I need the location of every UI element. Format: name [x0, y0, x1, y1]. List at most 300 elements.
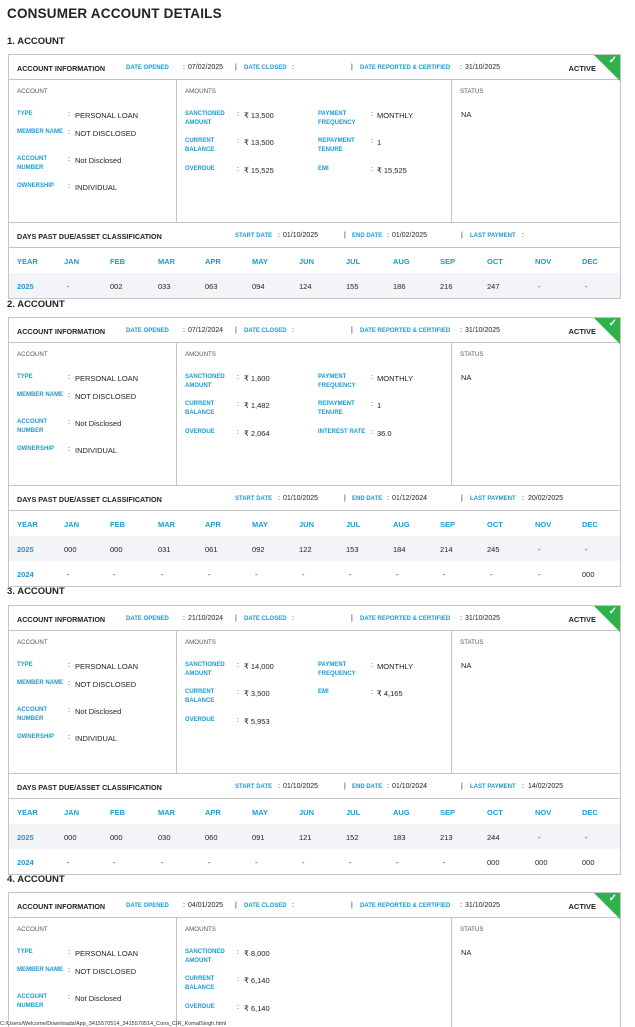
check-icon: ✓	[608, 606, 617, 617]
colon: :	[371, 662, 373, 669]
account-number-label: ACCOUNT NUMBER	[17, 419, 47, 434]
amounts-column	[177, 918, 452, 1027]
colon: :	[68, 156, 70, 163]
status-badge: ACTIVE	[568, 64, 596, 73]
repayment-tenure-label: REPAYMENT TENURE	[318, 138, 355, 153]
dpd-year: 2025	[17, 833, 34, 842]
year-header: YEAR	[17, 808, 38, 817]
last-payment-label: LAST PAYMENT	[470, 784, 516, 790]
account-info-header	[9, 893, 620, 918]
account-column	[9, 918, 177, 1027]
account-number-value: Not Disclosed	[75, 707, 122, 716]
last-payment-label: LAST PAYMENT	[470, 496, 516, 502]
month-header: APR	[205, 808, 221, 817]
divider: |	[351, 327, 353, 334]
month-header: NOV	[535, 257, 552, 266]
amounts-column-header: AMOUNTS	[185, 639, 216, 646]
account-info-grid	[9, 631, 620, 774]
colon: :	[522, 783, 524, 790]
date-reported-label: DATE REPORTED & CERTIFIED	[360, 903, 451, 909]
account-number-label: ACCOUNT NUMBER	[17, 707, 47, 722]
dpd-row	[9, 536, 620, 561]
dpd-cell: -	[538, 282, 541, 291]
type-label: TYPE	[17, 111, 33, 117]
member-name-label: MEMBER NAME	[17, 967, 63, 973]
sanctioned-amount-label: SANCTIONED AMOUNT	[185, 949, 225, 964]
month-header: MAR	[158, 808, 176, 817]
month-header: SEP	[440, 520, 456, 529]
month-header: DEC	[582, 520, 598, 529]
colon: :	[68, 374, 70, 381]
dpd-cell: 033	[158, 282, 171, 291]
colon: :	[460, 902, 462, 909]
end-date-label: END DATE	[352, 496, 383, 502]
dpd-cell: -	[349, 858, 352, 867]
colon: :	[237, 1004, 239, 1011]
month-header: NOV	[535, 520, 552, 529]
dpd-cell: 000	[487, 858, 500, 867]
dpd-cell: 216	[440, 282, 453, 291]
divider: |	[344, 232, 346, 239]
account-column-header: ACCOUNT	[17, 926, 48, 933]
colon: :	[68, 662, 70, 669]
colon: :	[68, 707, 70, 714]
dpd-cell: 002	[110, 282, 123, 291]
dpd-cell: -	[302, 858, 305, 867]
current-balance-value: ₹ 1,482	[244, 401, 270, 410]
end-date-label: END DATE	[352, 233, 383, 239]
dpd-year: 2024	[17, 858, 34, 867]
months-header-row	[9, 799, 620, 824]
dpd-cell: 000	[110, 545, 123, 554]
month-header: JAN	[64, 257, 80, 266]
account-info-header	[9, 55, 620, 80]
colon: :	[68, 680, 70, 687]
date-opened-value: 07/12/2024	[188, 327, 224, 334]
month-header: OCT	[487, 808, 503, 817]
dpd-cell: -	[396, 570, 399, 579]
account-column-header: ACCOUNT	[17, 88, 48, 95]
ownership-value: INDIVIDUAL	[75, 734, 118, 743]
interest-rate-value: 36.0	[377, 429, 392, 438]
colon: :	[387, 495, 389, 502]
month-header: JUL	[346, 257, 361, 266]
colon: :	[522, 232, 524, 239]
account-info-grid	[9, 918, 620, 1027]
divider: |	[235, 902, 237, 909]
ownership-label: OWNERSHIP	[17, 446, 55, 452]
status-badge: ACTIVE	[568, 902, 596, 911]
month-header: MAY	[252, 520, 268, 529]
date-reported-value: 31/10/2025	[465, 902, 501, 909]
month-header: JUL	[346, 808, 361, 817]
end-date-value: 01/10/2024	[392, 783, 428, 790]
date-opened-label: DATE OPENED	[126, 65, 169, 71]
account-column-header: ACCOUNT	[17, 639, 48, 646]
month-header: MAY	[252, 808, 268, 817]
dpd-cell: -	[208, 570, 211, 579]
last-payment-label: LAST PAYMENT	[470, 233, 516, 239]
dpd-cell: -	[585, 282, 588, 291]
dpd-cell: 030	[158, 833, 171, 842]
account-number-value: Not Disclosed	[75, 156, 122, 165]
colon: :	[183, 64, 185, 71]
status-value: NA	[461, 661, 472, 670]
start-date-label: START DATE	[235, 784, 273, 790]
dpd-title: DAYS PAST DUE/ASSET CLASSIFICATION	[17, 783, 162, 792]
colon: :	[237, 976, 239, 983]
dpd-cell: -	[67, 858, 70, 867]
status-column	[452, 918, 620, 1027]
divider: |	[344, 783, 346, 790]
type-value: PERSONAL LOAN	[75, 949, 139, 958]
date-reported-label: DATE REPORTED & CERTIFIED	[360, 616, 451, 622]
dpd-cell: 214	[440, 545, 453, 554]
month-header: JUN	[299, 257, 315, 266]
current-balance-value: ₹ 3,500	[244, 689, 270, 698]
dpd-cell: 092	[252, 545, 265, 554]
emi-label: EMI	[318, 689, 329, 695]
page-title: CONSUMER ACCOUNT DETAILS	[7, 6, 222, 21]
start-date-label: START DATE	[235, 496, 273, 502]
month-header: DEC	[582, 257, 598, 266]
date-opened-value: 04/01/2025	[188, 902, 224, 909]
last-payment-value: 14/02/2025	[528, 783, 564, 790]
member-name-value: NOT DISCLOSED	[75, 392, 137, 401]
colon: :	[237, 717, 239, 724]
month-header: JAN	[64, 808, 80, 817]
dpd-cell: 186	[393, 282, 406, 291]
dpd-cell: 153	[346, 545, 359, 554]
current-balance-label: CURRENT BALANCE	[185, 689, 215, 704]
dpd-cell: 094	[252, 282, 265, 291]
divider: |	[351, 902, 353, 909]
dpd-cell: -	[349, 570, 352, 579]
dpd-cell: 184	[393, 545, 406, 554]
dpd-header	[9, 486, 620, 511]
dpd-header	[9, 774, 620, 799]
colon: :	[278, 495, 280, 502]
month-header: AUG	[393, 520, 410, 529]
check-icon: ✓	[608, 893, 617, 904]
month-header: APR	[205, 520, 221, 529]
dpd-year: 2024	[17, 570, 34, 579]
status-value: NA	[461, 110, 472, 119]
overdue-value: ₹ 5,953	[244, 717, 270, 726]
type-value: PERSONAL LOAN	[75, 111, 139, 120]
dpd-row	[9, 824, 620, 849]
status-value: NA	[461, 373, 472, 382]
dpd-cell: -	[538, 570, 541, 579]
status-column-header: STATUS	[460, 351, 484, 358]
account-card	[8, 54, 621, 299]
dpd-cell: -	[585, 833, 588, 842]
dpd-cell: 213	[440, 833, 453, 842]
type-value: PERSONAL LOAN	[75, 662, 139, 671]
colon: :	[278, 783, 280, 790]
month-header: MAR	[158, 520, 176, 529]
ownership-label: OWNERSHIP	[17, 734, 55, 740]
dpd-cell: 000	[64, 545, 77, 554]
amounts-column-header: AMOUNTS	[185, 926, 216, 933]
member-name-value: NOT DISCLOSED	[75, 129, 137, 138]
status-column-header: STATUS	[460, 639, 484, 646]
date-opened-label: DATE OPENED	[126, 328, 169, 334]
overdue-label: OVERDUE	[185, 429, 215, 435]
amounts-column	[177, 80, 452, 222]
colon: :	[292, 327, 294, 334]
account-column	[9, 631, 177, 773]
account-card	[8, 605, 621, 875]
status-column	[452, 343, 620, 485]
current-balance-value: ₹ 13,500	[244, 138, 274, 147]
status-column	[452, 631, 620, 773]
colon: :	[68, 129, 70, 136]
current-balance-label: CURRENT BALANCE	[185, 976, 215, 991]
dpd-cell: -	[255, 858, 258, 867]
account-card	[8, 317, 621, 587]
emi-label: EMI	[318, 166, 329, 172]
account-heading: 1. ACCOUNT	[7, 36, 65, 47]
emi-value: ₹ 15,525	[377, 166, 407, 175]
dpd-cell: 000	[110, 833, 123, 842]
dpd-cell: 183	[393, 833, 406, 842]
colon: :	[237, 166, 239, 173]
colon: :	[237, 374, 239, 381]
date-opened-value: 21/10/2024	[188, 615, 224, 622]
member-name-label: MEMBER NAME	[17, 392, 63, 398]
colon: :	[387, 232, 389, 239]
date-closed-label: DATE CLOSED	[244, 328, 287, 334]
dpd-cell: 061	[205, 545, 218, 554]
dpd-cell: 031	[158, 545, 171, 554]
dpd-cell: 155	[346, 282, 359, 291]
month-header: OCT	[487, 257, 503, 266]
dpd-row	[9, 849, 620, 874]
divider: |	[461, 232, 463, 239]
colon: :	[237, 662, 239, 669]
month-header: JUL	[346, 520, 361, 529]
status-badge: ACTIVE	[568, 327, 596, 336]
date-reported-value: 31/10/2025	[465, 615, 501, 622]
month-header: NOV	[535, 808, 552, 817]
dpd-cell: 000	[582, 858, 595, 867]
date-opened-label: DATE OPENED	[126, 616, 169, 622]
start-date-value: 01/10/2025	[283, 783, 319, 790]
start-date-value: 01/10/2025	[283, 495, 319, 502]
account-number-label: ACCOUNT NUMBER	[17, 994, 47, 1009]
account-column-header: ACCOUNT	[17, 351, 48, 358]
divider: |	[351, 64, 353, 71]
colon: :	[183, 327, 185, 334]
colon: :	[237, 949, 239, 956]
repayment-tenure-value: 1	[377, 401, 382, 410]
type-value: PERSONAL LOAN	[75, 374, 139, 383]
sanctioned-amount-label: SANCTIONED AMOUNT	[185, 662, 225, 677]
status-column-header: STATUS	[460, 926, 484, 933]
account-info-title: ACCOUNT INFORMATION	[17, 615, 106, 624]
account-info-title: ACCOUNT INFORMATION	[17, 327, 106, 336]
start-date-value: 01/10/2025	[283, 232, 319, 239]
check-icon: ✓	[608, 318, 617, 329]
dpd-cell: -	[255, 570, 258, 579]
month-header: MAR	[158, 257, 176, 266]
sanctioned-amount-label: SANCTIONED AMOUNT	[185, 374, 225, 389]
account-info-header	[9, 318, 620, 343]
colon: :	[371, 138, 373, 145]
end-date-value: 01/02/2025	[392, 232, 428, 239]
account-info-title: ACCOUNT INFORMATION	[17, 902, 106, 911]
divider: |	[344, 495, 346, 502]
dpd-cell: -	[538, 833, 541, 842]
month-header: JUN	[299, 808, 315, 817]
dpd-cell: 063	[205, 282, 218, 291]
dpd-cell: 244	[487, 833, 500, 842]
status-value: NA	[461, 948, 472, 957]
month-header: JAN	[64, 520, 80, 529]
colon: :	[68, 734, 70, 741]
colon: :	[183, 615, 185, 622]
account-heading: 4. ACCOUNT	[7, 874, 65, 885]
divider: |	[461, 495, 463, 502]
status-badge: ACTIVE	[568, 615, 596, 624]
colon: :	[68, 949, 70, 956]
dpd-title: DAYS PAST DUE/ASSET CLASSIFICATION	[17, 232, 162, 241]
payment-frequency-label: PAYMENT FREQUENCY	[318, 111, 356, 126]
account-info-title: ACCOUNT INFORMATION	[17, 64, 106, 73]
payment-frequency-value: MONTHLY	[377, 111, 414, 120]
dpd-cell: -	[113, 570, 116, 579]
dpd-cell: -	[443, 570, 446, 579]
date-reported-label: DATE REPORTED & CERTIFIED	[360, 328, 451, 334]
end-date-value: 01/12/2024	[392, 495, 428, 502]
last-payment-value: 20/02/2025	[528, 495, 564, 502]
colon: :	[292, 64, 294, 71]
payment-frequency-value: MONTHLY	[377, 374, 414, 383]
colon: :	[237, 429, 239, 436]
sanctioned-amount-value: ₹ 1,600	[244, 374, 270, 383]
account-info-header	[9, 606, 620, 631]
member-name-label: MEMBER NAME	[17, 680, 63, 686]
account-info-grid	[9, 343, 620, 486]
ownership-label: OWNERSHIP	[17, 183, 55, 189]
dpd-cell: 122	[299, 545, 312, 554]
colon: :	[68, 446, 70, 453]
sanctioned-amount-value: ₹ 14,000	[244, 662, 274, 671]
colon: :	[237, 111, 239, 118]
amounts-column	[177, 631, 452, 773]
divider: |	[235, 64, 237, 71]
sanctioned-amount-label: SANCTIONED AMOUNT	[185, 111, 225, 126]
date-closed-label: DATE CLOSED	[244, 903, 287, 909]
dpd-cell: 124	[299, 282, 312, 291]
month-header: OCT	[487, 520, 503, 529]
account-number-value: Not Disclosed	[75, 419, 122, 428]
amounts-column-header: AMOUNTS	[185, 88, 216, 95]
month-header: SEP	[440, 808, 456, 817]
overdue-value: ₹ 2,064	[244, 429, 270, 438]
dpd-cell: -	[302, 570, 305, 579]
payment-frequency-label: PAYMENT FREQUENCY	[318, 374, 356, 389]
ownership-value: INDIVIDUAL	[75, 446, 118, 455]
divider: |	[351, 615, 353, 622]
current-balance-label: CURRENT BALANCE	[185, 401, 215, 416]
end-date-label: END DATE	[352, 784, 383, 790]
account-column	[9, 80, 177, 222]
colon: :	[460, 64, 462, 71]
dpd-cell: -	[67, 282, 70, 291]
colon: :	[68, 419, 70, 426]
colon: :	[68, 111, 70, 118]
date-closed-label: DATE CLOSED	[244, 616, 287, 622]
year-header: YEAR	[17, 520, 38, 529]
colon: :	[522, 495, 524, 502]
dpd-cell: -	[161, 570, 164, 579]
interest-rate-label: INTEREST RATE	[318, 429, 366, 435]
file-path-footer: C:/Users/Welcome/Downloads/App_3415570514_3415570514_Cons_CIR_KomalSingh.html	[0, 1021, 227, 1027]
year-header: YEAR	[17, 257, 38, 266]
start-date-label: START DATE	[235, 233, 273, 239]
dpd-year: 2025	[17, 545, 34, 554]
type-label: TYPE	[17, 374, 33, 380]
colon: :	[460, 327, 462, 334]
status-column-header: STATUS	[460, 88, 484, 95]
dpd-header	[9, 223, 620, 248]
payment-frequency-label: PAYMENT FREQUENCY	[318, 662, 356, 677]
colon: :	[237, 138, 239, 145]
divider: |	[461, 783, 463, 790]
dpd-cell: -	[538, 545, 541, 554]
date-reported-value: 31/10/2025	[465, 64, 501, 71]
colon: :	[371, 111, 373, 118]
dpd-cell: -	[113, 858, 116, 867]
check-icon: ✓	[608, 55, 617, 66]
month-header: JUN	[299, 520, 315, 529]
payment-frequency-value: MONTHLY	[377, 662, 414, 671]
months-header-row	[9, 511, 620, 536]
dpd-cell: -	[443, 858, 446, 867]
colon: :	[68, 183, 70, 190]
overdue-value: ₹ 15,525	[244, 166, 274, 175]
month-header: APR	[205, 257, 221, 266]
divider: |	[235, 327, 237, 334]
overdue-label: OVERDUE	[185, 1004, 215, 1010]
month-header: FEB	[110, 257, 125, 266]
colon: :	[183, 902, 185, 909]
colon: :	[237, 401, 239, 408]
colon: :	[371, 374, 373, 381]
overdue-label: OVERDUE	[185, 166, 215, 172]
account-card	[8, 892, 621, 1027]
account-heading: 2. ACCOUNT	[7, 299, 65, 310]
month-header: FEB	[110, 520, 125, 529]
ownership-value: INDIVIDUAL	[75, 183, 118, 192]
current-balance-label: CURRENT BALANCE	[185, 138, 215, 153]
dpd-cell: -	[208, 858, 211, 867]
account-info-grid	[9, 80, 620, 223]
colon: :	[68, 994, 70, 1001]
date-opened-label: DATE OPENED	[126, 903, 169, 909]
amounts-column	[177, 343, 452, 485]
dpd-title: DAYS PAST DUE/ASSET CLASSIFICATION	[17, 495, 162, 504]
month-header: FEB	[110, 808, 125, 817]
month-header: SEP	[440, 257, 456, 266]
dpd-year: 2025	[17, 282, 34, 291]
status-column	[452, 80, 620, 222]
colon: :	[371, 401, 373, 408]
dpd-cell: -	[67, 570, 70, 579]
colon: :	[371, 689, 373, 696]
